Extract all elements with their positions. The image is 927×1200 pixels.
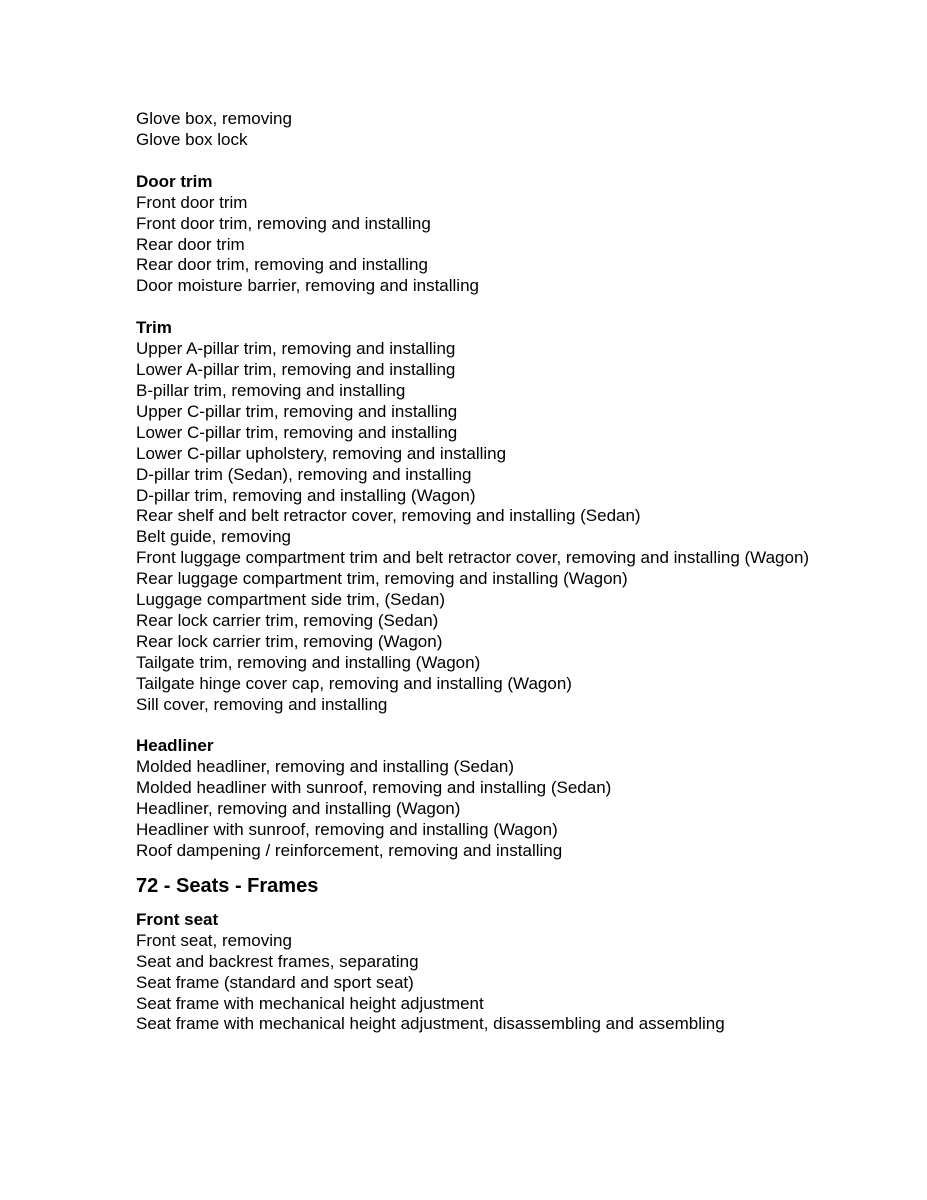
list-item[interactable]: Rear lock carrier trim, removing (Sedan) bbox=[136, 610, 439, 630]
list-item[interactable]: D-pillar trim, removing and installing (Wagon) bbox=[136, 485, 476, 505]
door-trim-list bbox=[136, 193, 816, 298]
list-item[interactable]: Roof dampening / reinforcement, removing and installing bbox=[136, 841, 563, 860]
section-heading-door-trim: Door trim bbox=[136, 171, 213, 191]
document-page bbox=[136, 109, 816, 1035]
list-item[interactable]: Lower A-pillar trim, removing and installing bbox=[136, 360, 456, 380]
list-item[interactable]: Rear door trim, removing and installing bbox=[136, 255, 428, 275]
list-item[interactable]: D-pillar trim (Sedan), removing and installing bbox=[136, 464, 472, 484]
list-item[interactable]: B-pillar trim, removing and installing bbox=[136, 380, 406, 400]
list-item[interactable]: Lower C-pillar upholstery, removing and installing bbox=[136, 443, 507, 463]
list-item[interactable]: Glove box, removing bbox=[136, 109, 292, 128]
list-item[interactable]: Lower C-pillar trim, removing and installing bbox=[136, 422, 458, 442]
list-item[interactable]: Tailgate trim, removing and installing (Wagon) bbox=[136, 652, 481, 672]
list-item[interactable]: Door moisture barrier, removing and installing bbox=[136, 276, 479, 296]
list-item[interactable]: Front door trim, removing and installing bbox=[136, 213, 431, 233]
list-item[interactable]: Belt guide, removing bbox=[136, 527, 291, 547]
list-item[interactable]: Glove box lock bbox=[136, 129, 248, 149]
list-item[interactable]: Headliner, removing and installing (Wagon) bbox=[136, 799, 461, 819]
list-item[interactable]: Seat and backrest frames, separating bbox=[136, 951, 419, 971]
list-item[interactable]: Front luggage compartment trim and belt retractor cover, removing and installing (Wagon) bbox=[136, 548, 810, 568]
trim-list bbox=[136, 339, 816, 715]
list-item[interactable]: Upper C-pillar trim, removing and installing bbox=[136, 401, 458, 421]
intro-list bbox=[136, 109, 816, 151]
list-item[interactable]: Rear shelf and belt retractor cover, removing and installing (Sedan) bbox=[136, 506, 641, 526]
list-item[interactable]: Rear luggage compartment trim, removing and installing (Wagon) bbox=[136, 569, 628, 589]
list-item[interactable]: Upper A-pillar trim, removing and installing bbox=[136, 339, 456, 359]
list-item[interactable]: Headliner with sunroof, removing and installing (Wagon) bbox=[136, 820, 558, 840]
list-item[interactable]: Seat frame (standard and sport seat) bbox=[136, 972, 414, 992]
list-item[interactable]: Molded headliner, removing and installing (Sedan) bbox=[136, 757, 515, 777]
list-item[interactable]: Seat frame with mechanical height adjustment bbox=[136, 993, 484, 1013]
list-item[interactable]: Rear door trim bbox=[136, 234, 245, 254]
list-item[interactable]: Sill cover, removing and installing bbox=[136, 694, 388, 714]
front-seat-list bbox=[136, 931, 816, 1036]
list-item[interactable]: Seat frame with mechanical height adjustment, disassembling and assembling bbox=[136, 1014, 725, 1034]
list-item[interactable]: Front seat, removing bbox=[136, 930, 292, 950]
list-item[interactable]: Luggage compartment side trim, (Sedan) bbox=[136, 590, 445, 610]
section-heading-trim: Trim bbox=[136, 318, 172, 338]
chapter-title: 72 - Seats - Frames bbox=[136, 874, 319, 897]
headliner-list bbox=[136, 757, 816, 862]
section-heading-headliner: Headliner bbox=[136, 736, 214, 756]
list-item[interactable]: Tailgate hinge cover cap, removing and installing (Wagon) bbox=[136, 673, 572, 693]
section-heading-front-seat: Front seat bbox=[136, 909, 219, 929]
list-item[interactable]: Molded headliner with sunroof, removing and installing (Sedan) bbox=[136, 778, 612, 798]
list-item[interactable]: Rear lock carrier trim, removing (Wagon) bbox=[136, 631, 443, 651]
list-item[interactable]: Front door trim bbox=[136, 192, 248, 212]
